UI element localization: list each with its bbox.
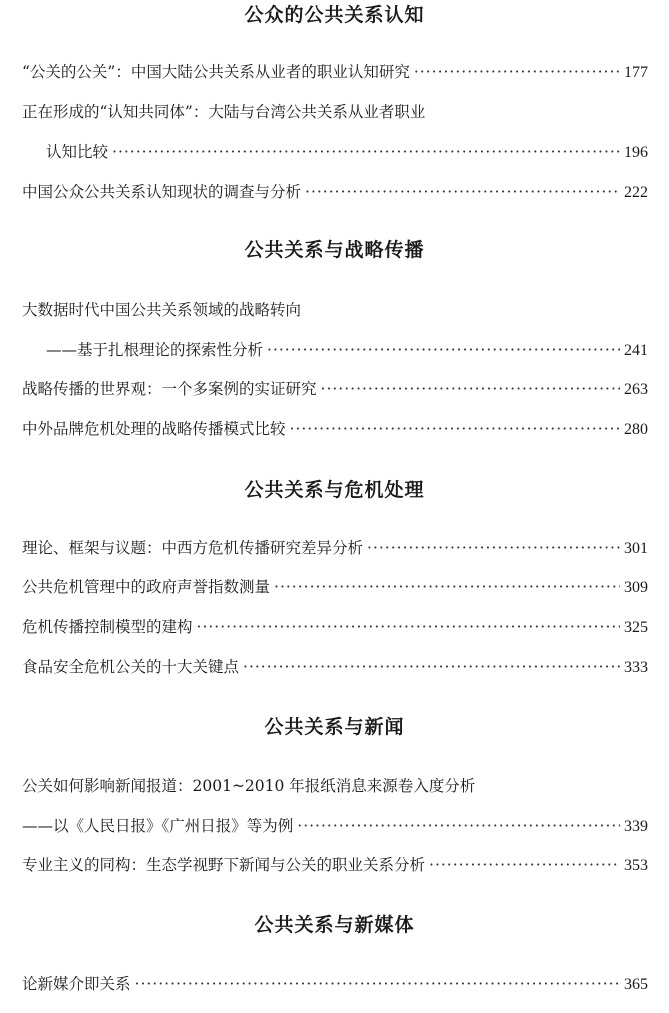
page-number: 339 <box>624 818 648 835</box>
toc-entry[interactable] <box>22 575 648 599</box>
section-title: 公共关系与危机处理 <box>244 479 425 501</box>
page-number: 333 <box>624 659 648 676</box>
page-number: 177 <box>624 64 648 81</box>
page-number: 365 <box>624 976 648 993</box>
entry-title: 食品安全危机公关的十大关键点 <box>22 658 240 676</box>
section-title: 公共关系与战略传播 <box>244 239 425 261</box>
page-number: 222 <box>624 184 648 201</box>
section-title: 公众的公共关系认知 <box>244 4 425 26</box>
entry-title: 理论、框架与议题：中西方危机传播研究差异分析 <box>22 539 364 557</box>
page-number: 241 <box>624 342 648 359</box>
leader-dots <box>274 575 620 599</box>
entry-title: 战略传播的世界观：一个多案例的实证研究 <box>22 380 317 398</box>
leader-dots <box>414 60 620 84</box>
toc-entry[interactable] <box>22 615 648 639</box>
leader-dots <box>290 417 620 441</box>
toc-entry[interactable] <box>22 60 648 84</box>
section-title: 公共关系与新媒体 <box>254 914 415 936</box>
entry-title-line2: 认知比较 <box>46 143 109 161</box>
entry-title-line1[interactable]: 正在形成的“认知共同体”：大陆与台湾公共关系从业者职业 <box>22 103 426 121</box>
entry-subtitle: ——以《人民日报》《广州日报》等为例 <box>22 817 294 835</box>
toc-entry[interactable] <box>46 338 648 362</box>
leader-dots <box>112 140 620 164</box>
page-number: 263 <box>624 381 648 398</box>
leader-dots <box>429 853 620 877</box>
entry-title-line1[interactable]: 大数据时代中国公共关系领域的战略转向 <box>22 301 302 319</box>
page-number: 196 <box>624 144 648 161</box>
page-number: 280 <box>624 421 648 438</box>
page-number: 325 <box>624 619 648 636</box>
leader-dots <box>135 972 620 996</box>
entry-title: 论新媒介即关系 <box>22 975 131 993</box>
leader-dots <box>305 180 620 204</box>
leader-dots <box>267 338 620 362</box>
section-title: 公共关系与新闻 <box>264 716 405 738</box>
leader-dots <box>321 377 620 401</box>
toc-entry[interactable] <box>22 655 648 679</box>
toc-entry[interactable] <box>22 180 648 204</box>
toc-entry[interactable] <box>22 972 648 996</box>
entry-title: 公共危机管理中的政府声誉指数测量 <box>22 578 271 596</box>
entry-subtitle: ——基于扎根理论的探索性分析 <box>46 341 264 359</box>
toc-entry[interactable] <box>22 814 648 838</box>
page-number: 309 <box>624 579 648 596</box>
page-number: 353 <box>624 857 648 874</box>
entry-title-line1[interactable]: 公关如何影响新闻报道：2001~2010 年报纸消息来源卷入度分析 <box>22 777 476 795</box>
toc-entry[interactable] <box>22 377 648 401</box>
toc-entry[interactable] <box>22 417 648 441</box>
entry-title: 中外品牌危机处理的战略传播模式比较 <box>22 420 286 438</box>
leader-dots <box>243 655 620 679</box>
entry-title: 中国公众公共关系认知现状的调查与分析 <box>22 183 302 201</box>
leader-dots <box>367 536 620 560</box>
entry-title: “公关的公关”：中国大陆公共关系从业者的职业认知研究 <box>22 63 410 81</box>
leader-dots <box>197 615 620 639</box>
toc-entry[interactable] <box>22 536 648 560</box>
page-number: 301 <box>624 540 648 557</box>
toc-entry[interactable] <box>22 853 648 877</box>
entry-title: 危机传播控制模型的建构 <box>22 618 193 636</box>
entry-title: 专业主义的同构：生态学视野下新闻与公关的职业关系分析 <box>22 856 426 874</box>
toc-entry[interactable] <box>46 140 648 164</box>
leader-dots <box>297 814 620 838</box>
